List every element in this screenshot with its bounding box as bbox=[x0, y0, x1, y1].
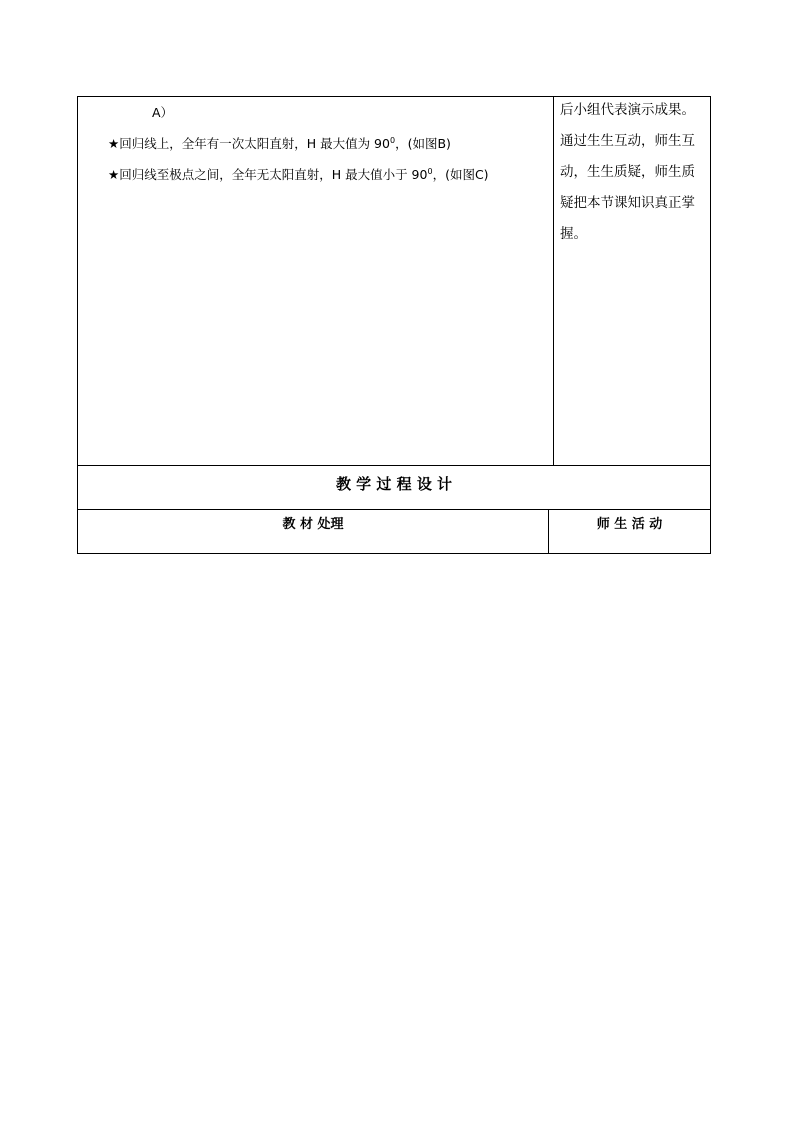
activity-line: 握。 bbox=[560, 226, 587, 242]
activity-line: 疑把本节课知识真正掌 bbox=[560, 195, 695, 211]
table-border-row1-bottom bbox=[77, 465, 711, 466]
table-border-bottom bbox=[77, 553, 711, 554]
text-line-a: A） bbox=[152, 105, 174, 120]
table-border-right bbox=[710, 96, 711, 554]
tropic-text: ★回归线上，全年有一次太阳直射，H 最大值为 90 bbox=[108, 136, 390, 151]
column-header-material: 教 材 处理 bbox=[282, 517, 344, 532]
text-line-polar bbox=[108, 166, 489, 184]
column-header-activity: 师 生 活 动 bbox=[596, 517, 663, 532]
tropic-suffix: ，(如图B) bbox=[395, 136, 451, 151]
activity-line: 后小组代表演示成果。 bbox=[560, 102, 695, 118]
table-border-row2-bottom bbox=[77, 509, 711, 510]
activity-line: 动，生生质疑，师生质 bbox=[560, 164, 695, 180]
text-line-tropic bbox=[108, 135, 451, 153]
table-divider-row1 bbox=[553, 96, 554, 466]
polar-suffix: ，(如图C) bbox=[432, 167, 489, 182]
degree-mark: 0 bbox=[389, 136, 396, 145]
activity-cell bbox=[560, 97, 708, 252]
section-title: 教 学 过 程 设 计 bbox=[335, 475, 453, 493]
polar-text: ★回归线至极点之间，全年无太阳直射，H 最大值小于 90 bbox=[108, 167, 428, 182]
activity-line: 通过生生互动，师生互 bbox=[560, 133, 695, 149]
degree-mark: 0 bbox=[427, 167, 433, 176]
